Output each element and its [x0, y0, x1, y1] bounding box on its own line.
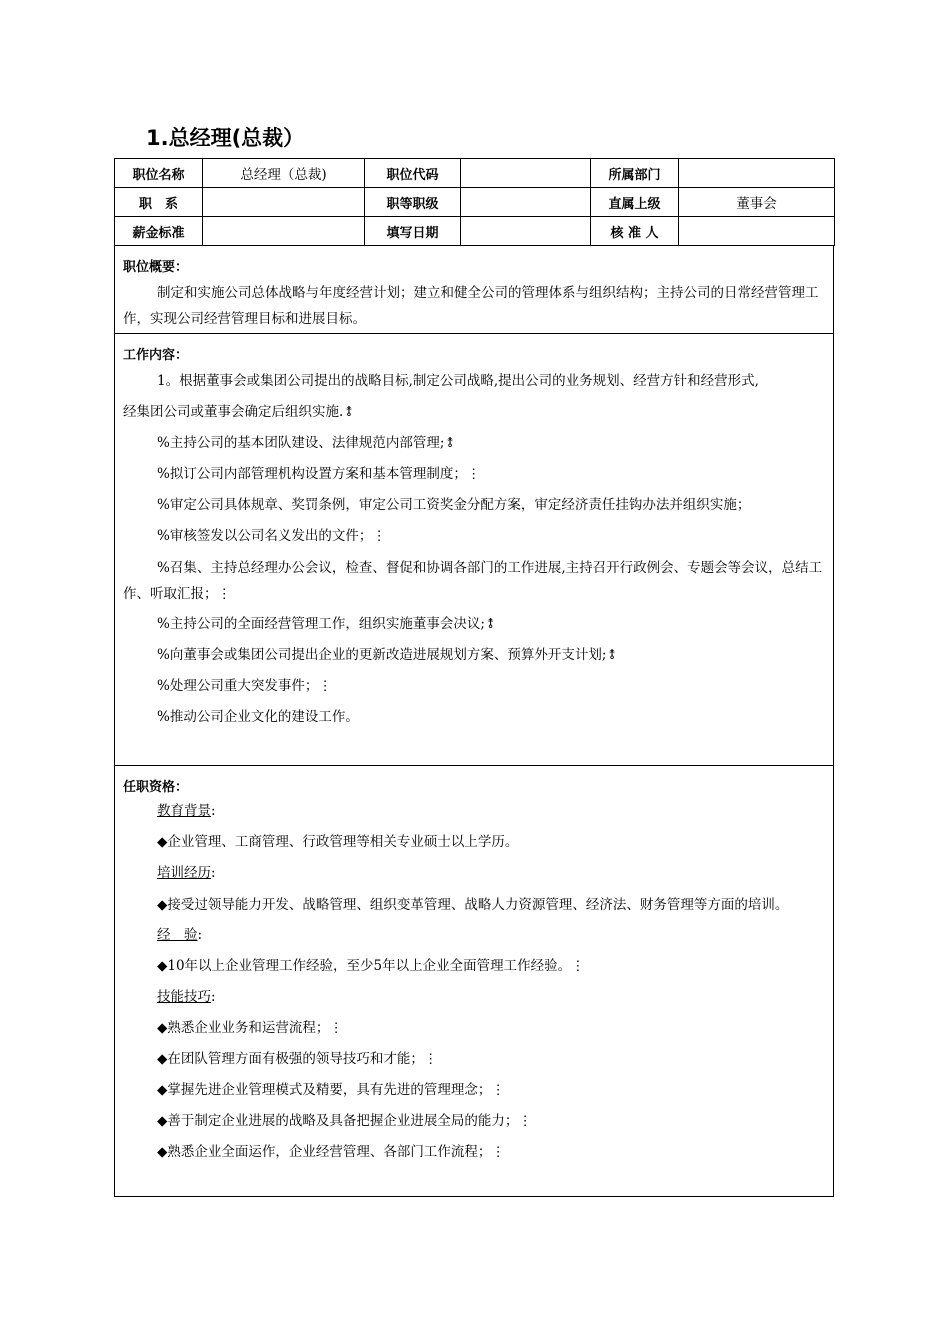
duty-item: %主持公司的全面经营管理工作，组织实施董事会决议;⥉	[157, 616, 497, 632]
colon: :	[211, 803, 216, 819]
colon: :	[211, 989, 216, 1005]
training-text: ◆接受过领导能力开发、战略管理、组织变革管理、战略人力资源管理、经济法、财务管理等方面的培训。	[157, 897, 789, 913]
duty-item: %召集、主持总经理办公会议，检查、督促和协调各部门的工作进展,主持召开行政例会、专题会等会议，总结工作、听取汇报；⋮	[123, 560, 823, 602]
info-row	[115, 217, 835, 246]
overview-section	[114, 246, 834, 334]
qualifications-section	[114, 766, 834, 1197]
position-code-value	[461, 159, 591, 188]
salary-standard-value	[203, 217, 365, 246]
duty-item: 经集团公司或董事会确定后组织实施.⥉	[123, 404, 355, 420]
info-row	[115, 159, 835, 188]
skill-item: ◆在团队管理方面有极强的领导技巧和才能；⋮	[157, 1051, 438, 1067]
department-value	[679, 159, 835, 188]
duty-item: %向董事会或集团公司提出企业的更新改造进展规划方案、预算外开支计划;⥉	[157, 647, 618, 663]
education-heading	[115, 796, 833, 827]
training-heading	[115, 858, 833, 889]
salary-standard-label: 薪金标准	[115, 217, 203, 246]
skill-item: ◆熟悉企业全面运作，企业经营管理、各部门工作流程；⋮	[157, 1144, 505, 1160]
fill-date-value	[461, 217, 591, 246]
duty-item: %处理公司重大突发事件；⋮	[157, 678, 332, 694]
skill-item: ◆善于制定企业进展的战略及具备把握企业进展全局的能力；⋮	[157, 1113, 532, 1129]
position-code-label: 职位代码	[365, 159, 461, 188]
duty-item: %审定公司具体规章、奖罚条例，审定公司工资奖金分配方案，审定经济责任挂钩办法并组织实施；	[157, 497, 751, 513]
skill-item: ◆掌握先进企业管理模式及精要，具有先进的管理理念；⋮	[157, 1082, 505, 1098]
overview-text: 制定和实施公司总体战略与年度经营计划；建立和健全公司的管理体系与组织结构；主持公司的日常经营管理工作，实现公司经营管理目标和进展目标。	[123, 285, 819, 327]
training-label: 培训经历	[157, 865, 211, 881]
experience-heading	[115, 920, 833, 951]
approver-label: 核 准 人	[591, 217, 679, 246]
department-label: 所属部门	[591, 159, 679, 188]
direct-superior-value: 董事会	[679, 188, 835, 217]
experience-text: ◆10年以上企业管理工作经验，至少5年以上企业全面管理工作经验。⋮	[157, 958, 585, 974]
education-label: 教育背景	[157, 803, 211, 819]
experience-label: 经 验	[157, 927, 198, 943]
info-row	[115, 188, 835, 217]
colon: :	[197, 927, 203, 943]
duties-section	[114, 334, 834, 766]
colon: :	[211, 865, 216, 881]
job-info-table	[114, 158, 835, 246]
duty-item: %主持公司的基本团队建设、法律规范内部管理;⥉	[157, 435, 456, 451]
qualifications-heading: 任职资格：	[123, 780, 189, 795]
approver-value	[679, 217, 835, 246]
skill-item: ◆熟悉企业业务和运营流程；⋮	[157, 1020, 343, 1036]
duty-item: %拟订公司内部管理机构设置方案和基本管理制度；⋮	[157, 466, 481, 482]
job-grade-value	[461, 188, 591, 217]
job-family-value	[203, 188, 365, 217]
page-title: 1.总经理(总裁）	[146, 126, 305, 150]
skills-label: 技能技巧	[157, 989, 211, 1005]
position-name-value: 总经理（总裁)	[203, 159, 365, 188]
job-family-label: 职 系	[115, 188, 203, 217]
duty-item: %推动公司企业文化的建设工作。	[157, 709, 359, 725]
fill-date-label: 填写日期	[365, 217, 461, 246]
position-name-label: 职位名称	[115, 159, 203, 188]
duties-heading: 工作内容：	[123, 348, 189, 363]
job-grade-label: 职等职级	[365, 188, 461, 217]
duty-item: %审核签发以公司名义发出的文件；⋮	[157, 528, 386, 544]
direct-superior-label: 直属上级	[591, 188, 679, 217]
skills-heading	[115, 982, 833, 1013]
duty-item: 1。根据董事会或集团公司提出的战略目标,制定公司战略,提出公司的业务规划、经营方针和经营形式,	[157, 373, 759, 389]
education-text: ◆企业管理、工商管理、行政管理等相关专业硕士以上学历。	[157, 834, 519, 850]
overview-heading: 职位概要：	[123, 260, 189, 275]
job-description-form	[114, 158, 834, 1197]
